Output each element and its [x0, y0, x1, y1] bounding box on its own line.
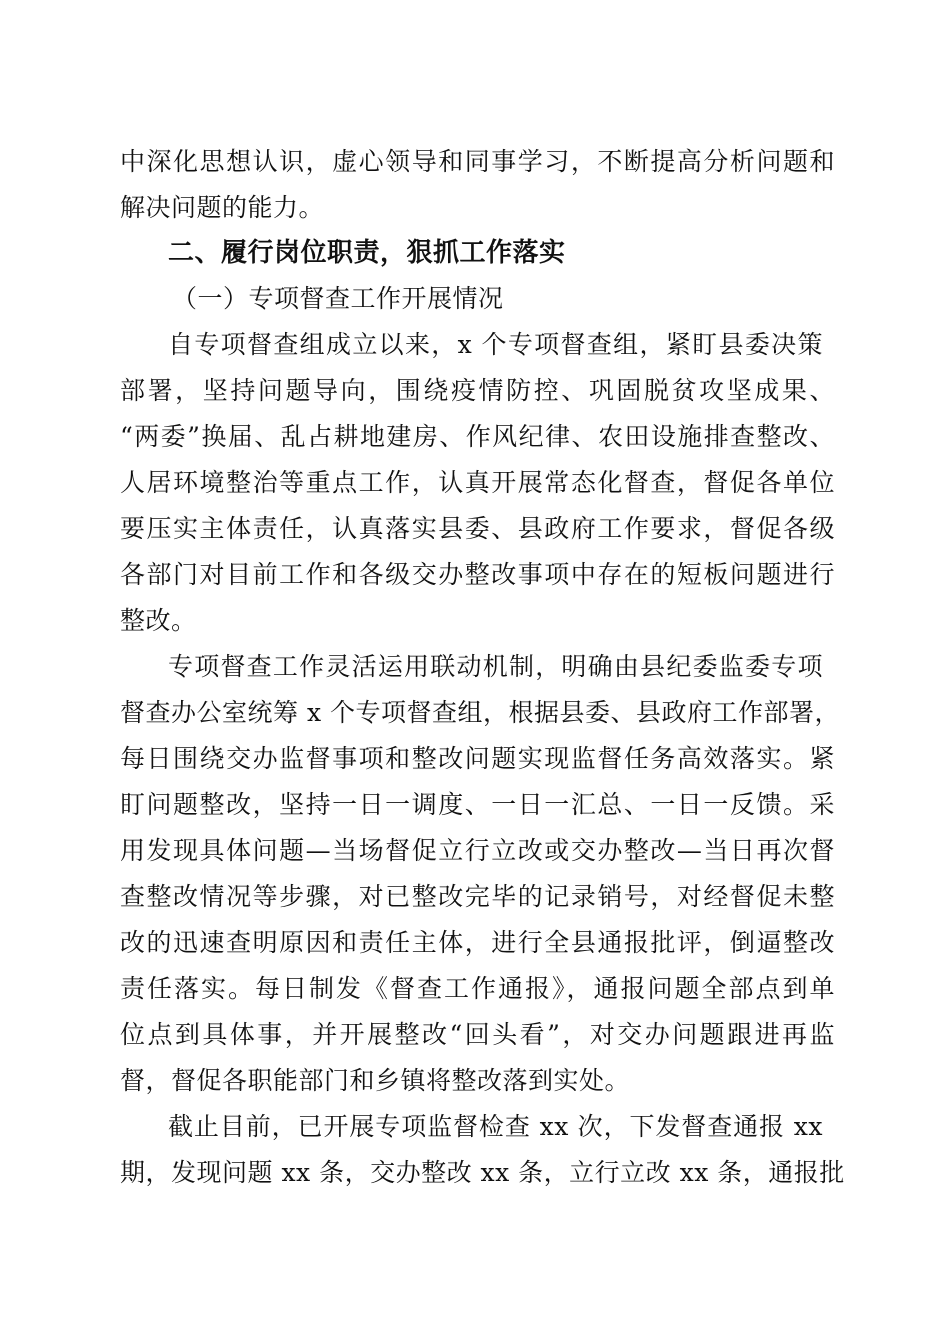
paragraph-line: 责任落实。每日制发《督查工作通报》，通报问题全部点到单	[120, 974, 835, 1003]
paragraph-line: 用发现具体问题—当场督促立行立改或交办整改—当日再次督	[120, 836, 835, 865]
paragraph-line: 期，发现问题 xx 条，交办整改 xx 条，立行立改 xx 条，通报批	[120, 1158, 845, 1187]
paragraph-line: 专项督查工作灵活运用联动机制，明确由县纪委监委专项	[168, 652, 823, 681]
paragraph-line: 部署，坚持问题导向，围绕疫情防控、巩固脱贫攻坚成果、	[120, 376, 835, 405]
paragraph-line: 每日围绕交办监督事项和整改问题实现监督任务高效落实。紧	[120, 744, 835, 773]
paragraph-line: 查整改情况等步骤，对已整改完毕的记录销号，对经督促未整	[120, 882, 835, 911]
paragraph-line: 自专项督查组成立以来，x 个专项督查组，紧盯县委决策	[168, 330, 823, 359]
text-line: 中深化思想认识，虚心领导和同事学习，不断提高分析问题和	[120, 147, 835, 176]
paragraph-line: 截止目前，已开展专项监督检查 xx 次，下发督查通报 xx	[168, 1112, 823, 1141]
paragraph-line: 整改。	[120, 606, 197, 635]
paragraph-line: 人居环境整治等重点工作，认真开展常态化督查，督促各单位	[120, 468, 835, 497]
paragraph-line: 督，督促各职能部门和乡镇将整改落到实处。	[120, 1066, 631, 1095]
paragraph-line: 位点到具体事，并开展整改“回头看”，对交办问题跟进再监	[120, 1020, 835, 1049]
text-line: 解决问题的能力。	[120, 193, 325, 222]
paragraph-line: 改的迅速查明原因和责任主体，进行全县通报批评，倒逼整改	[120, 928, 835, 957]
paragraph-line: “两委”换届、乱占耕地建房、作风纪律、农田设施排查整改、	[120, 422, 835, 451]
paragraph-line: 盯问题整改，坚持一日一调度、一日一汇总、一日一反馈。采	[120, 790, 835, 819]
subsection-heading: （一）专项督查工作开展情况	[172, 284, 504, 313]
section-heading: 二、履行岗位职责，狠抓工作落实	[168, 238, 566, 268]
paragraph-line: 要压实主体责任，认真落实县委、县政府工作要求，督促各级	[120, 514, 835, 543]
paragraph-line: 各部门对目前工作和各级交办整改事项中存在的短板问题进行	[120, 560, 835, 589]
paragraph-line: 督查办公室统筹 x 个专项督查组，根据县委、县政府工作部署，	[120, 698, 840, 727]
